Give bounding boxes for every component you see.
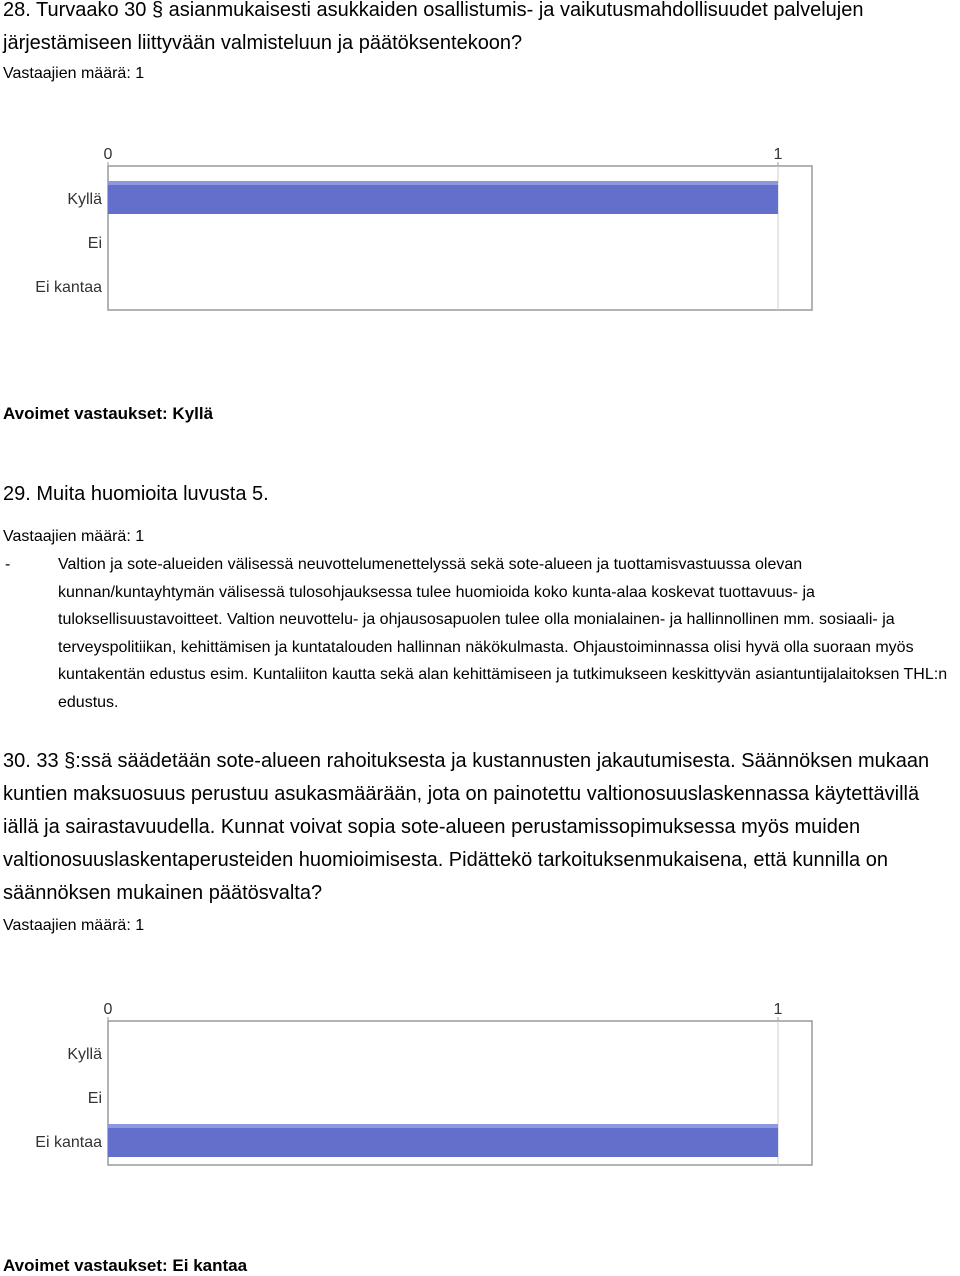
category-label: Kyllä: [67, 191, 102, 208]
q30-respondent-count: Vastaajien määrä: 1: [3, 917, 145, 934]
q28-open-answers-label: Avoimet vastaukset: Kyllä: [3, 404, 214, 423]
q29-answer-dash: -: [5, 556, 11, 573]
category-label: Ei kantaa: [35, 279, 102, 296]
category-label: Kyllä: [67, 1046, 102, 1063]
category-label: Ei: [87, 235, 102, 252]
category-label: Ei kantaa: [35, 1134, 102, 1151]
x-tick-label: 0: [103, 1001, 113, 1018]
x-tick-label: 1: [773, 146, 783, 163]
x-tick-label: 0: [103, 146, 113, 163]
q30-open-answers-label: Avoimet vastaukset: Ei kantaa: [3, 1256, 248, 1275]
q29-respondent-count: Vastaajien määrä: 1: [3, 528, 145, 545]
q28-bar-chart: [0, 130, 960, 330]
bar-highlight: [108, 1124, 778, 1128]
bar-highlight: [108, 181, 778, 185]
x-tick-label: 1: [773, 1001, 783, 1018]
q28-chart-svg: [0, 130, 960, 330]
q29-answer-text: Valtion ja sote-alueiden välisessä neuvottelumenettelyssä sekä sote-alueen ja tuottamisvastuussa olevan kunnan/kuntayhtymän välisessä tulosohjauksessa tulee huomioida koko kunta-alaa koskevat tuottavuus- ja tuloksellisuustavoitteet. Valtion neuvottelu- ja ohjausosapuolen tulee olla monialainen- ja hallinnollinen mm. sosiaali- ja terveyspolitiikan, kehittämisen ja kuntatalouden hallinnan näkökulmasta. Ohjaustoiminnassa olisi hyvä olla suoraan myös kuntakentän edustus esim. Kuntaliiton kautta sekä alan kehittämiseen ja tutkimukseen keskittyvän asiantuntijalaitoksen THL:n edustus.: [58, 556, 948, 711]
q29-title: 29. Muita huomioita luvusta 5.: [3, 483, 269, 505]
bar: [108, 1124, 778, 1157]
q28-respondent-count: Vastaajien määrä: 1: [3, 65, 145, 82]
q30-title: 30. 33 §:ssä säädetään sote-alueen rahoituksesta ja kustannusten jakautumisesta. Säännöksen mukaan kuntien maksuosuus perustuu asukasmäärään, jota on painotettu valtionosuuslaskennassa käytettävillä iällä ja sairastavuudella. Kunnat voivat sopia sote-alueen perustamissopimuksessa myös muiden valtionosuuslaskentaperusteiden huomioimisesta. Pidättekö tarkoituksenmukaisena, että kunnilla on säännöksen mukainen päätösvalta?: [3, 750, 930, 904]
q28-title: 28. Turvaako 30 § asianmukaisesti asukkaiden osallistumis- ja vaikutusmahdollisuudet palvelujen järjestämiseen liittyvään valmisteluun ja päätöksentekoon?: [3, 0, 864, 54]
q30-chart-svg: [0, 985, 960, 1185]
bar: [108, 181, 778, 214]
category-label: Ei: [87, 1090, 102, 1107]
q30-bar-chart: [0, 985, 960, 1185]
